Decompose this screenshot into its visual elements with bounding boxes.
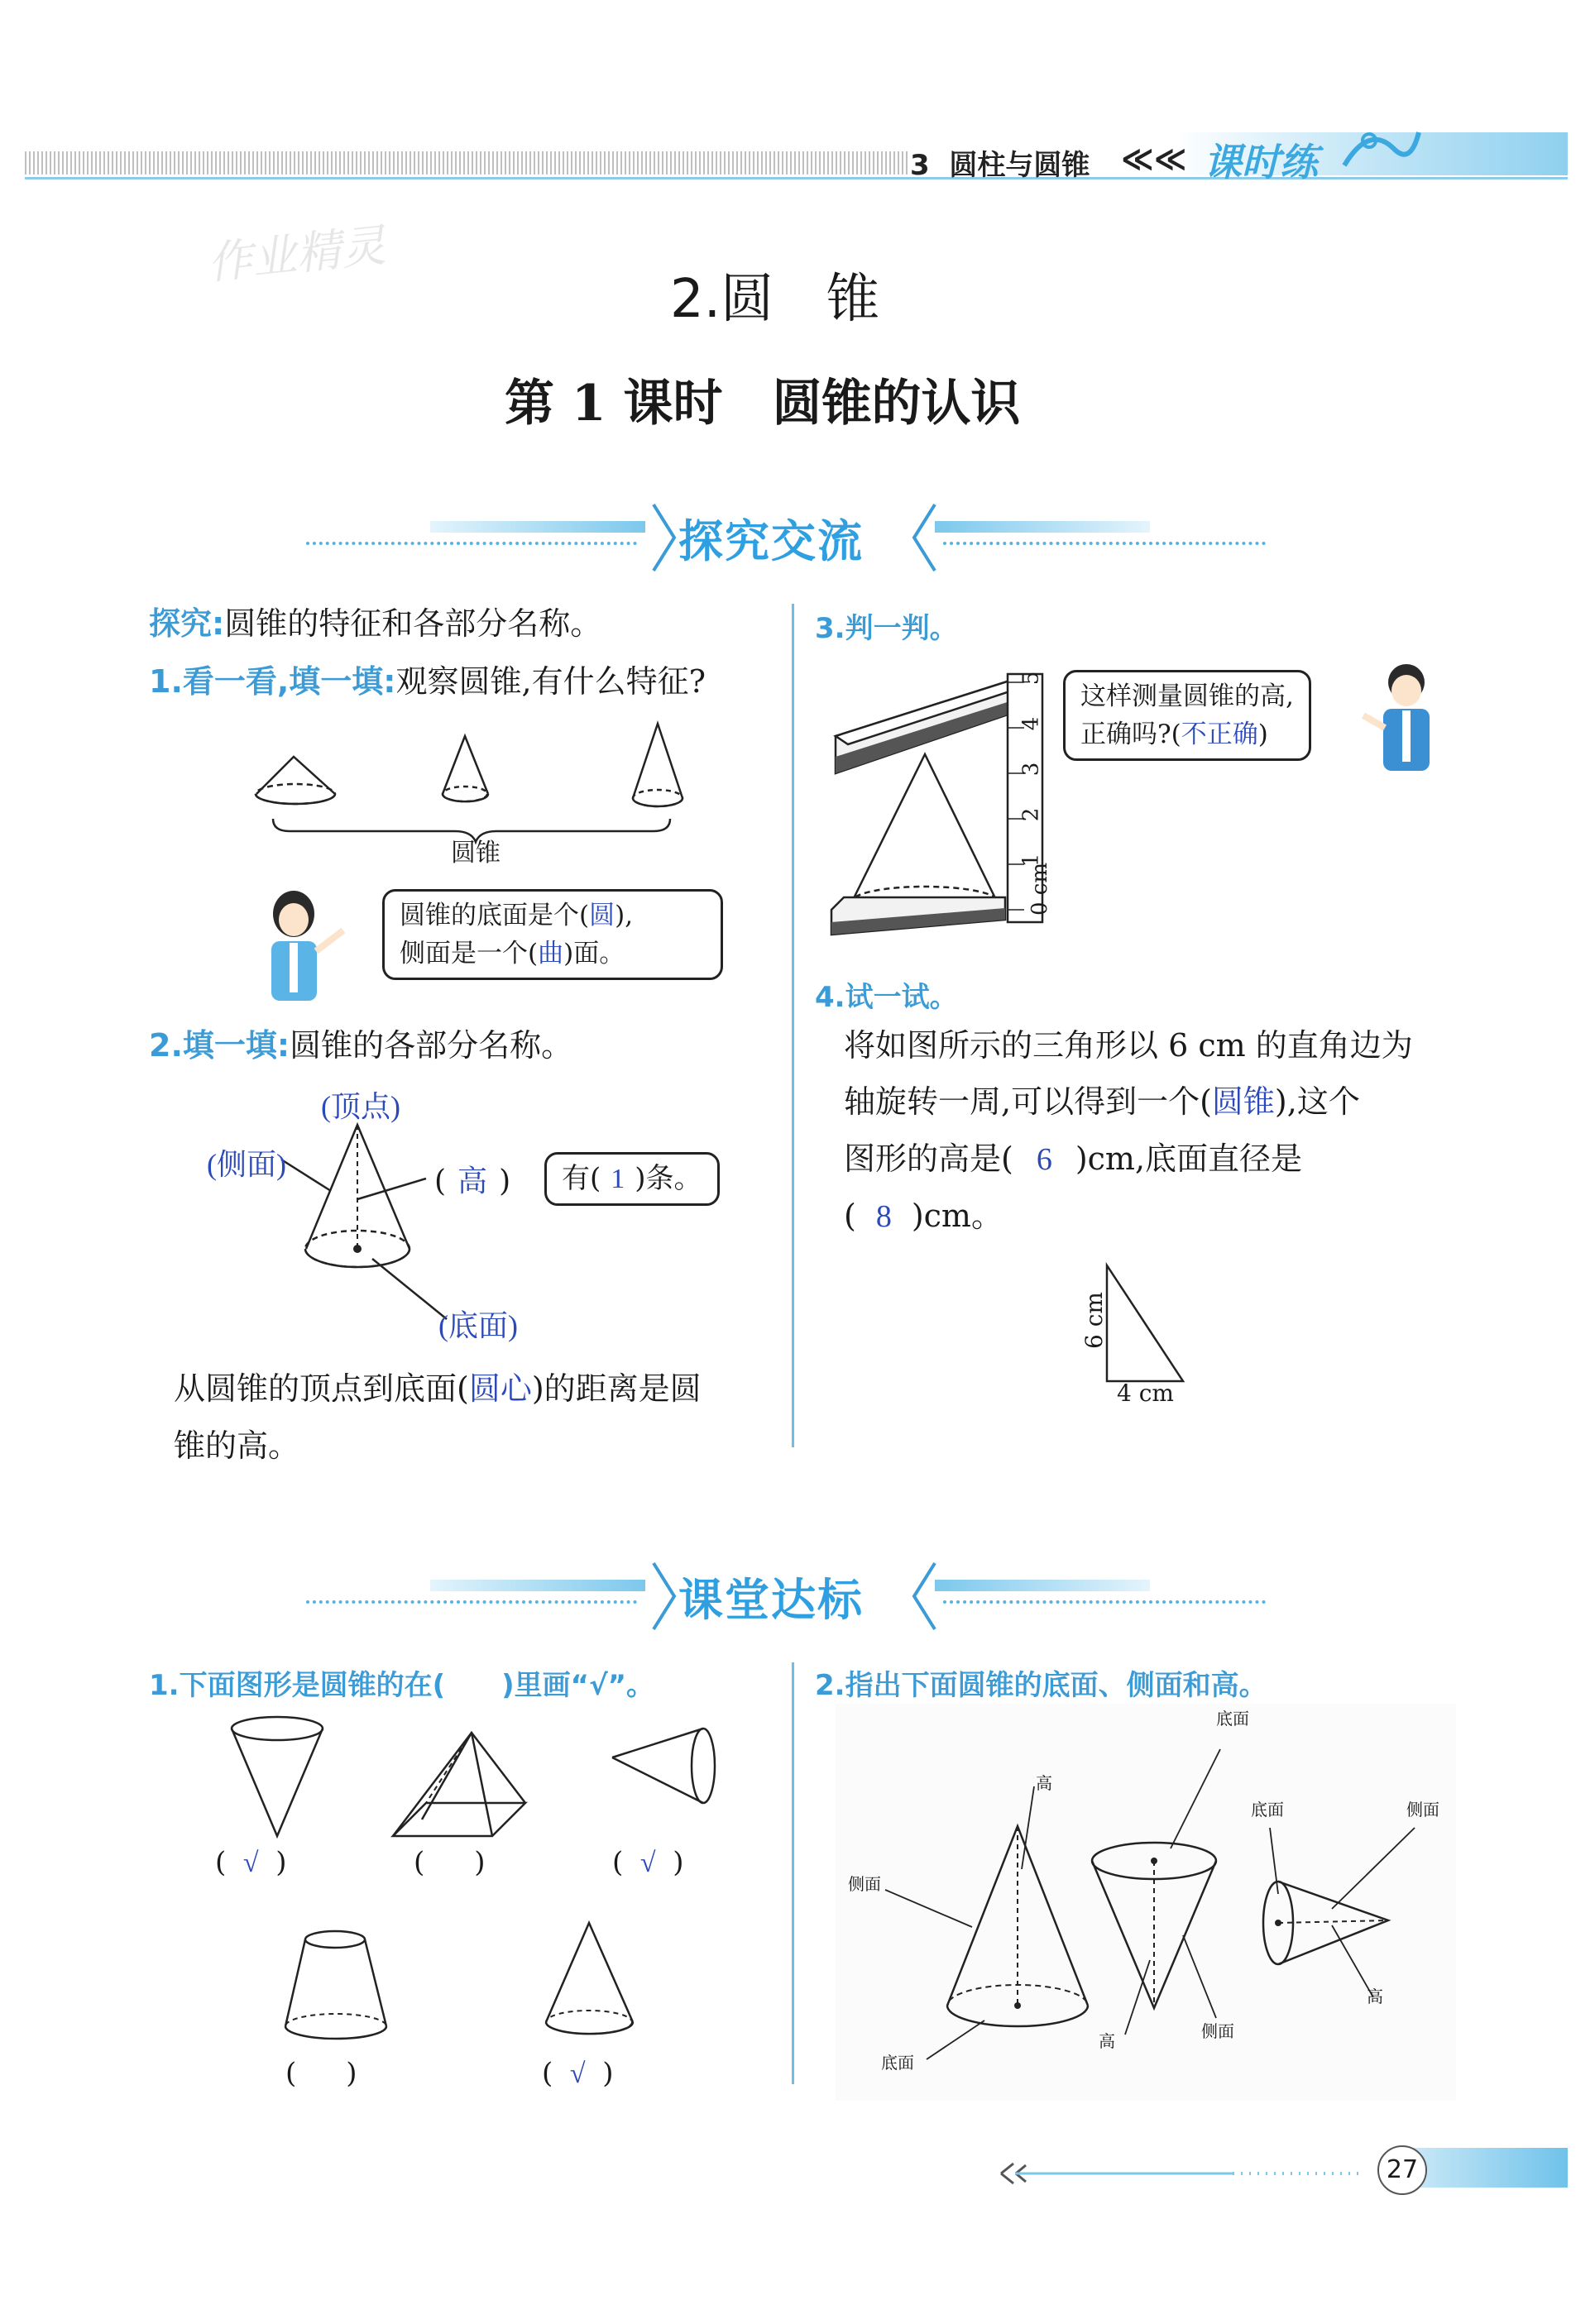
column-divider-bottom [792, 1662, 794, 2084]
section-title-practice: 课堂达标 [678, 1574, 864, 1626]
p1-answer-box-4: ( ) [285, 2057, 357, 2090]
q4-label: 4.试一试。 [815, 981, 958, 1014]
ruler-label-4: 4 [1018, 716, 1044, 731]
section-dotline-left [306, 542, 637, 545]
q1-caption: 圆锥 [451, 839, 501, 868]
section2-bar-left [430, 1580, 645, 1591]
p2-c2-height-label: 高 [1099, 2031, 1115, 2051]
q4-answer-shape: 圆锥 [1211, 1085, 1275, 1120]
p1-answer-box-2: ( ) [414, 1846, 486, 1879]
p2-label: 2.指出下面圆锥的底面、侧面和高。 [815, 1669, 1267, 1702]
girl-avatar [248, 885, 356, 1009]
q3-label: 3.判一判。 [815, 612, 958, 645]
p1-answer-box-1: ( √ ) [215, 1846, 287, 1879]
brand-swoosh-icon [1336, 124, 1427, 182]
ruler-label-0: 0 cm [1027, 862, 1053, 916]
column-divider-top [792, 604, 794, 1447]
q3-speech-bubble: 这样测量圆锥的高, 正确吗?(不正确) [1063, 670, 1311, 761]
p1-label: 1.下面图形是圆锥的在( )里画“√”。 [149, 1669, 655, 1702]
q1-text: 观察圆锥,有什么特征? [395, 663, 706, 700]
intro-label: 探究: [149, 605, 225, 642]
intro-text: 圆锥的特征和各部分名称。 [224, 605, 602, 642]
q1-answer-base: 圆 [589, 901, 615, 930]
q4-triangle-height: 6 cm [1080, 1292, 1108, 1349]
p2-c3-side-label: 侧面 [1406, 1800, 1439, 1820]
ruler-label-5: 5 [1018, 671, 1044, 686]
ruler-label-1: 1 [1018, 853, 1044, 868]
ruler-label-2: 2 [1018, 807, 1044, 822]
q2-speech-bubble: 有( 1 )条。 [544, 1152, 720, 1206]
page-number: 27 [1377, 2145, 1427, 2195]
q4-answer-diameter: 8 [875, 1199, 892, 1234]
page-title: 2.圆 锥 [670, 269, 880, 330]
header-hatch [25, 151, 910, 175]
p2-c2-base-label: 底面 [1216, 1709, 1249, 1729]
q2-answer-count: 1 [611, 1164, 625, 1194]
q1-speech-bubble: 圆锥的底面是个(圆), 侧面是一个(曲)面。 [382, 889, 723, 980]
q4-text: 将如图所示的三角形以 6 cm 的直角边为 轴旋转一周,可以得到一个(圆锥),这个 图形的高是( 6 )cm,底面直径是 ( 8 )cm。 [844, 1027, 1413, 1234]
intro-line [149, 595, 601, 652]
q2-sentence: 从圆锥的顶点到底面(圆心)的距离是圆 锥的高。 [174, 1370, 702, 1464]
p1-answer-box-5: ( √ ) [542, 2057, 614, 2090]
q3-answer: 不正确 [1181, 720, 1258, 748]
p2-c1-base-label: 底面 [881, 2053, 914, 2073]
section-title-explore: 探究交流 [678, 515, 864, 567]
q1-answer-side: 曲 [538, 939, 564, 968]
footer-band [1406, 2148, 1568, 2188]
q4-triangle-base: 4 cm [1117, 1380, 1174, 1407]
p2-cones-figure [836, 1704, 1456, 2101]
p2-c3-height-label: 高 [1367, 1987, 1383, 2006]
q1-line [149, 653, 706, 710]
q2-text: 圆锥的各部分名称。 [290, 1027, 573, 1064]
q2-answer-center: 圆心 [468, 1372, 532, 1407]
section2-dotline-right [943, 1600, 1266, 1604]
p2-c2-side-label: 侧面 [1201, 2021, 1234, 2041]
boy-avatar [1357, 658, 1452, 782]
p1-shapes-figure [199, 1712, 745, 2059]
chapter-title: 3 圆柱与圆锥 [910, 149, 1090, 182]
q2-line [149, 1017, 572, 1074]
brand-logo: 课时练 [1204, 140, 1318, 184]
section2-bar-right [935, 1580, 1150, 1591]
q2-base-label: (底面) [438, 1309, 519, 1342]
watermark: 作业精灵 [204, 218, 389, 290]
q2-side-label: (侧面) [207, 1148, 287, 1181]
section-bar-left [430, 521, 645, 533]
section2-dotline-left [306, 1600, 637, 1604]
p2-c1-side-label: 侧面 [848, 1874, 881, 1894]
header-arrows: ≪≪ [1121, 141, 1187, 177]
ruler-label-3: 3 [1018, 762, 1044, 777]
p1-answer-box-3: ( √ ) [612, 1846, 684, 1879]
section-dotline-right [943, 542, 1266, 545]
p2-c3-base-label: 底面 [1251, 1800, 1284, 1820]
q2-label: 2.填一填: [149, 1027, 290, 1064]
section-bar-right [935, 521, 1150, 533]
q4-triangle-figure [1100, 1257, 1200, 1389]
q4-answer-height: 6 [1036, 1142, 1052, 1177]
lesson-title: 第 1 课时 圆锥的认识 [505, 375, 1021, 433]
q2-apex-label: (顶点) [321, 1090, 401, 1123]
q1-label: 1.看一看,填一填: [149, 663, 396, 700]
footer-arrow-icon [984, 2157, 1373, 2190]
q2-height-label: ( 高 ) [434, 1164, 511, 1198]
p2-c1-height-label: 高 [1036, 1773, 1052, 1793]
